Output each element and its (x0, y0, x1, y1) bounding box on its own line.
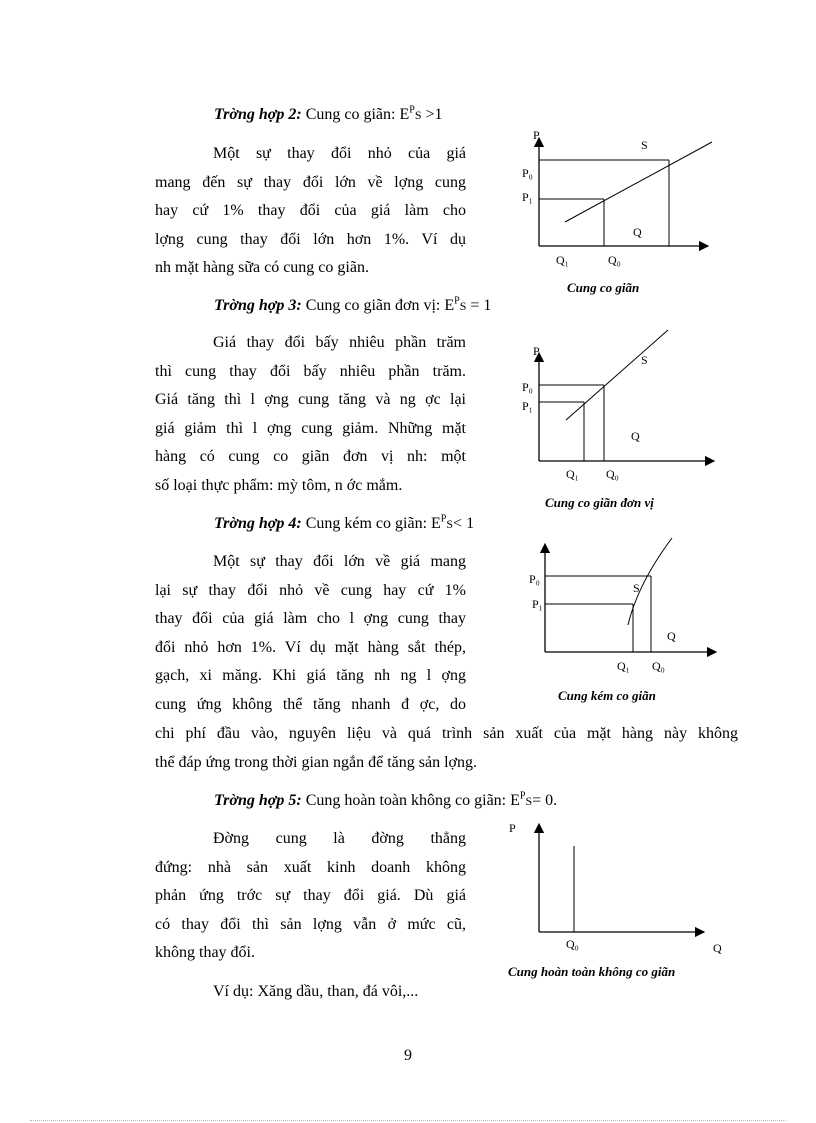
footer-divider (30, 1120, 786, 1121)
text-line: mang đến sự thay đổi lớn về lợng cung (155, 173, 466, 191)
text-line: thay đổi của giá làm cho l ợng cung thay (155, 610, 466, 628)
heading-case-4-text: Cung kém co giãn: E (305, 515, 441, 532)
heading-case-3-label: Trờng hợp 3: (214, 297, 302, 314)
label-q0: Q₀ (606, 467, 619, 481)
caption-unit-elastic: Cung co giãn đơn vị (545, 495, 654, 510)
text-line: hàng có cung co giãn đơn vị nh: một (155, 448, 466, 466)
label-s: S (641, 353, 648, 367)
heading-case-3-text: Cung co giãn đơn vị: E (305, 297, 455, 314)
caption-perfectly-inelastic: Cung hoàn toàn không co giãn (508, 964, 676, 979)
text-line: chi phí đầu vào, nguyên liệu và quá trình sản xuất của mặt hàng này không (155, 725, 738, 742)
text-line: Giá tăng thì l ợng cung tăng và ng ợc lại (155, 391, 466, 409)
text-line: lợng cung thay đổi lớn hơn 1%. Ví dụ (155, 230, 466, 248)
page-number: 9 (404, 1047, 412, 1064)
label-p1: P₁ (532, 597, 543, 611)
heading-case-3-sub: S (459, 299, 467, 313)
text-line: Một sự thay đổi lớn về giá mang (213, 553, 466, 570)
text-line: Giá thay đổi bấy nhiêu phần trăm (213, 334, 466, 351)
text-line: lại sự thay đổi nhỏ về cung hay cứ 1% (155, 581, 466, 599)
label-q: Q (713, 941, 722, 955)
heading-case-5-label: Trờng hợp 5: (214, 792, 302, 809)
label-p0: P₀ (522, 380, 533, 394)
heading-case-4-rel: < 1 (453, 515, 475, 532)
label-q: Q (633, 225, 642, 239)
heading-case-4-label: Trờng hợp 4: (214, 515, 302, 532)
label-q: Q (667, 629, 676, 643)
heading-case-5-sub: S (525, 794, 533, 808)
label-q0: Q₀ (566, 937, 579, 951)
heading-case-5-sup: P (519, 790, 526, 802)
text-line: đổi nhỏ hơn 1%. Ví dụ mặt hàng sắt thép, (155, 638, 466, 656)
text-line: thể đáp ứng trong thời gian ngắn để tăng sản lợng. (155, 753, 477, 771)
label-q1: Q₁ (556, 253, 569, 267)
label-p: P (509, 821, 516, 835)
text-line: cung ứng không thể tăng nhanh đ ợc, do (155, 695, 466, 713)
heading-case-2-text: Cung co giãn: E (305, 106, 410, 123)
label-q: Q (631, 429, 640, 443)
heading-case-2-sup: P (409, 104, 415, 116)
text-line: đứng: nhà sản xuất kinh doanh không (155, 858, 466, 876)
heading-case-5-rel: = 0. (532, 792, 558, 809)
heading-case-2-label: Trờng hợp 2: (214, 106, 302, 123)
heading-case-3-rel: = 1 (466, 297, 492, 314)
text-line: có thay đổi thì sản lợng vẫn ở mức cũ, (155, 915, 466, 933)
label-p1: P₁ (522, 190, 533, 204)
heading-case-2-sub: S (414, 108, 422, 122)
label-s: S (633, 581, 640, 595)
text-line: giá giảm thì l ợng cung giảm. Những mặt (155, 419, 466, 437)
heading-case-4-sup: P (440, 513, 447, 525)
label-p0: P₀ (522, 166, 533, 180)
label-p0: P₀ (529, 572, 540, 586)
label-p: P (533, 344, 540, 358)
label-q0: Q₀ (652, 659, 665, 673)
label-p: P (533, 128, 540, 142)
caption-inelastic: Cung kém co giãn (558, 688, 656, 703)
text-line: Một sự thay đổi nhỏ của giá (213, 145, 466, 162)
text-line: số loại thực phẩm: mỳ tôm, n ớc mắm. (155, 476, 403, 494)
label-q0: Q₀ (608, 253, 621, 267)
text-line: nh mặt hàng sữa có cung co giãn. (155, 259, 369, 277)
label-q1: Q₁ (617, 659, 630, 673)
example-case-5: Ví dụ: Xăng dầu, than, đá vôi,... (213, 983, 419, 1000)
label-s: S (641, 138, 648, 152)
text-line: phản ứng trớc sự thay đổi giá. Dù giá (155, 887, 466, 905)
text-line: không thay đổi. (155, 944, 255, 962)
text-line: thì cung thay đổi bấy nhiêu phần trăm. (155, 362, 466, 380)
label-p1: P₁ (522, 399, 533, 413)
label-q1: Q₁ (566, 467, 579, 481)
text-line: gạch, xi măng. Khi giá tăng nh ng l ợng (155, 667, 466, 685)
text-line: hay cứ 1% thay đổi của giá làm cho (155, 202, 466, 220)
caption-elastic: Cung co giãn (567, 280, 640, 295)
heading-case-2-rel: >1 (421, 106, 443, 123)
heading-case-3-sup: P (454, 295, 460, 307)
text-line: Đờng cung là đờng thẳng (213, 830, 466, 847)
heading-case-5-text: Cung hoàn toàn không co giãn: E (305, 792, 520, 809)
heading-case-4-sub: S (446, 517, 454, 531)
